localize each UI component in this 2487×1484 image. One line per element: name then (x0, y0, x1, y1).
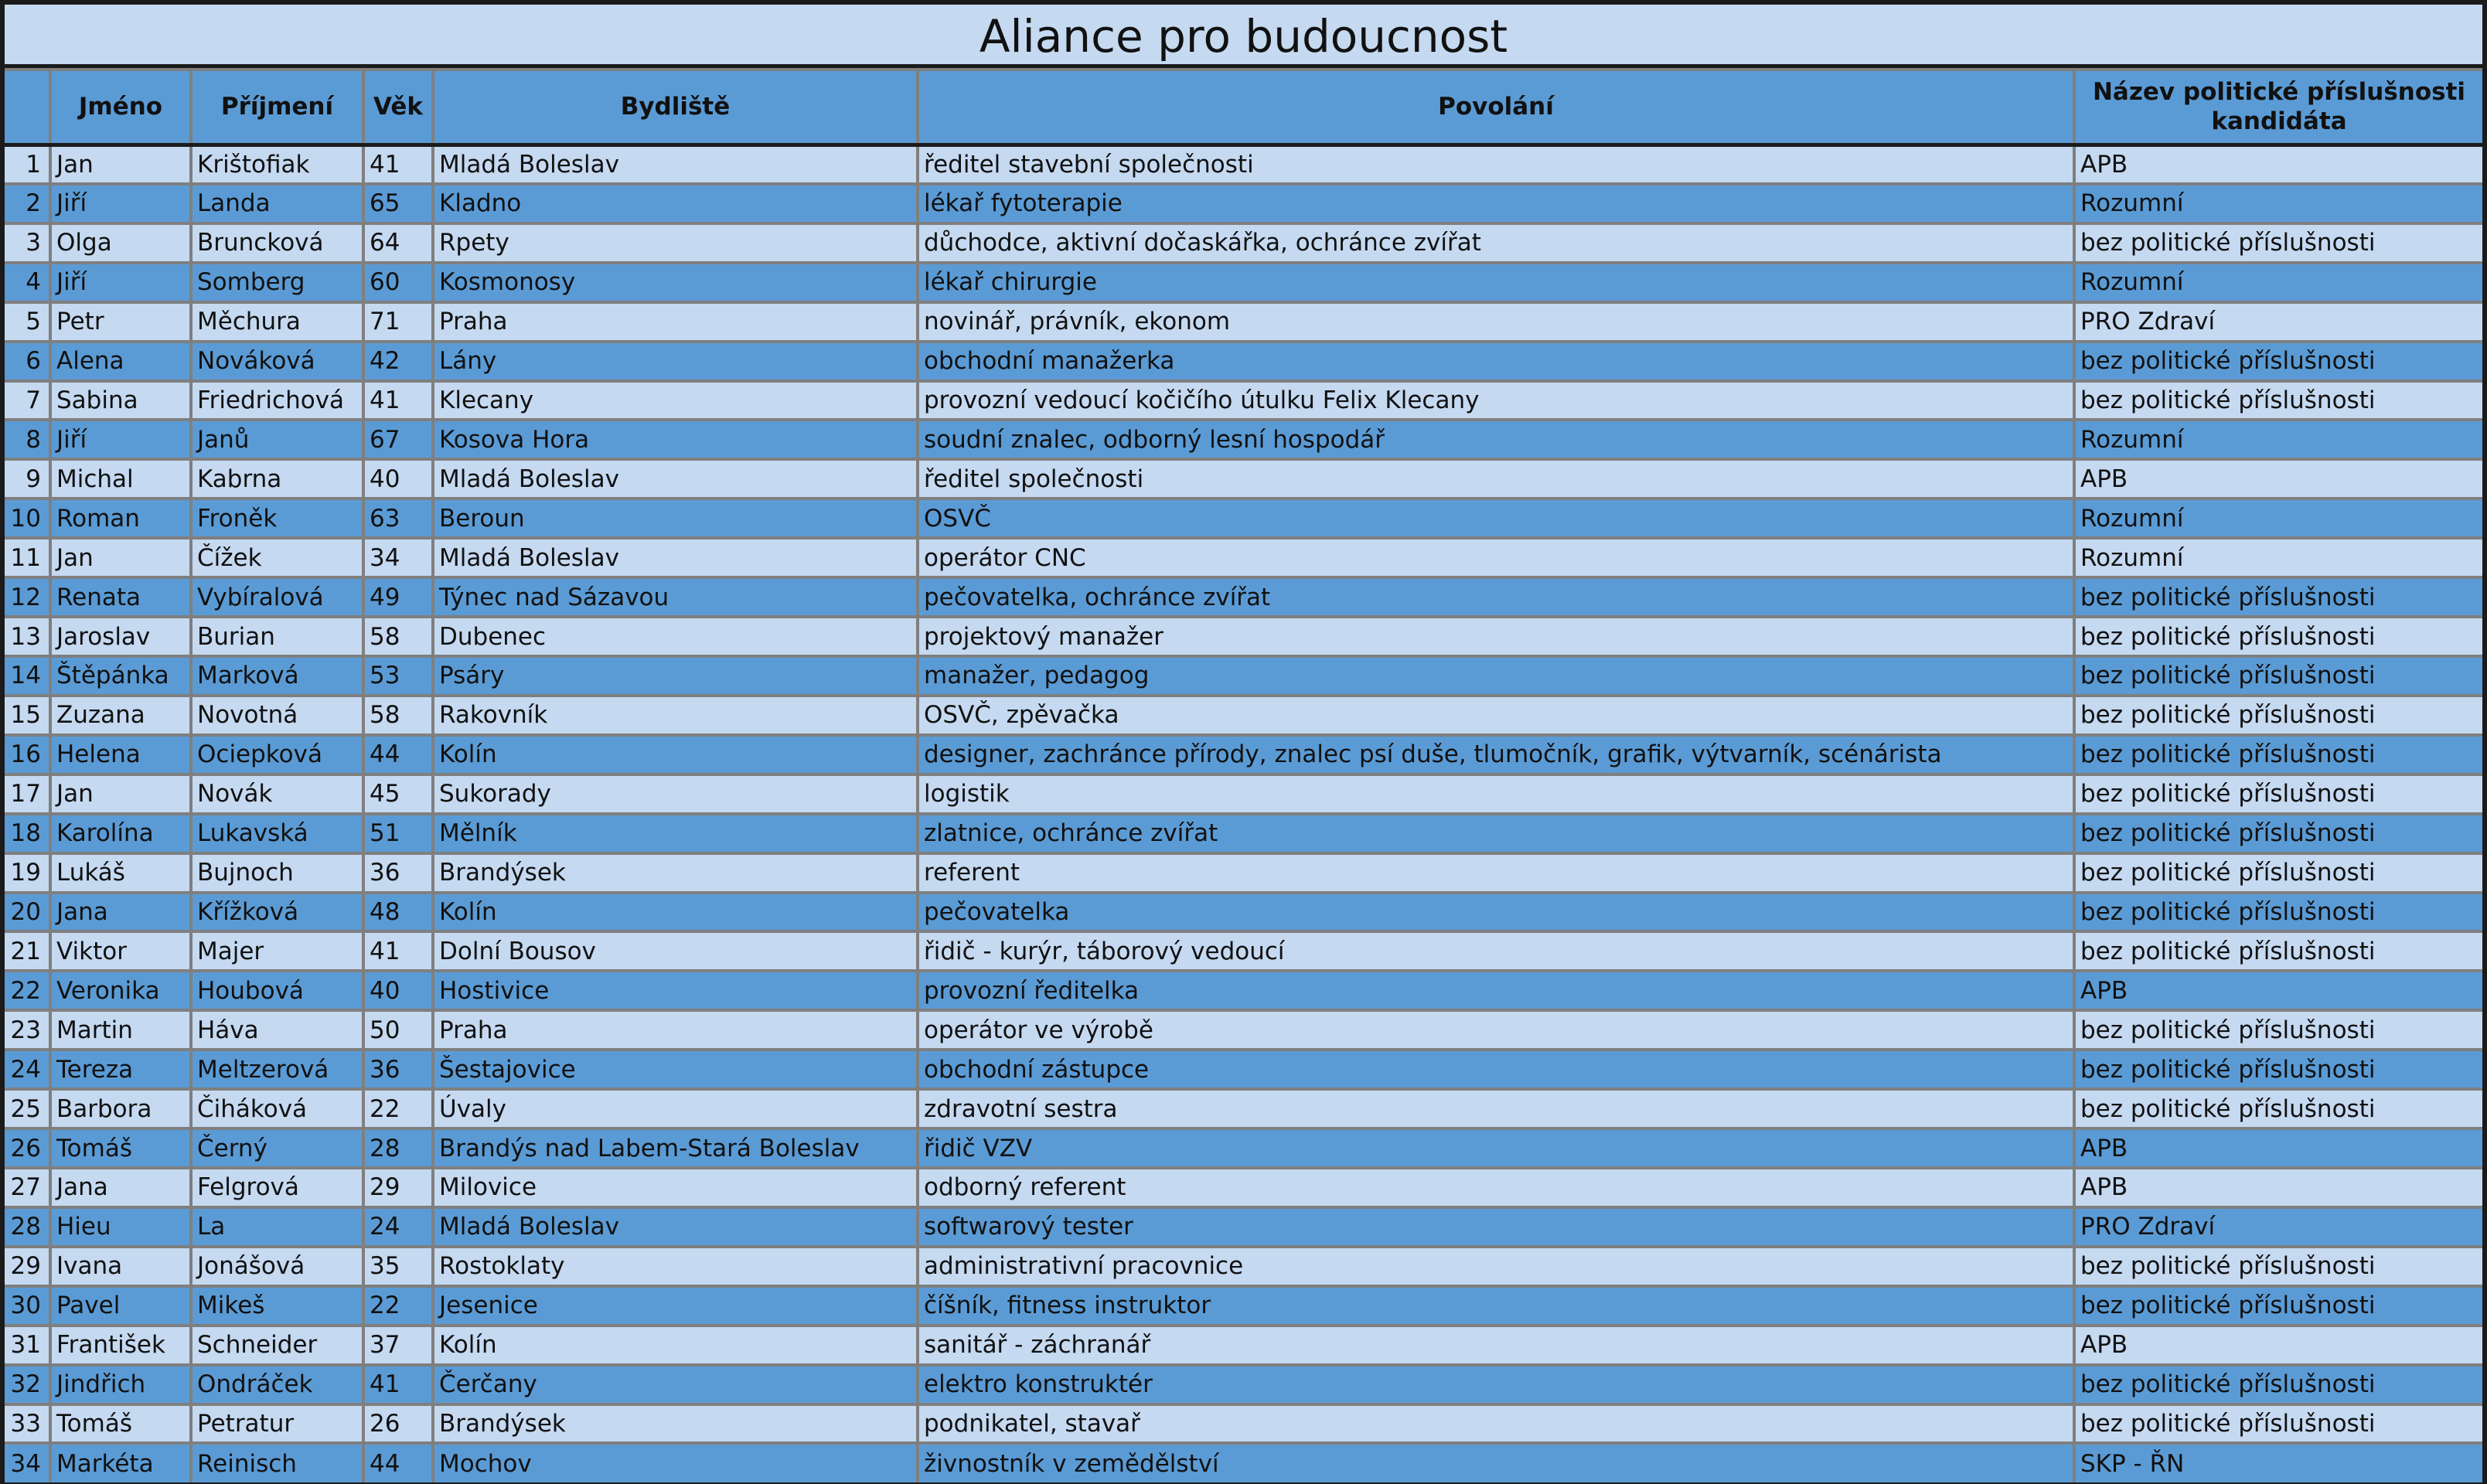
age-cell: 58 (363, 617, 433, 656)
first-name-cell: Jan (50, 774, 191, 814)
row-number: 23 (5, 1010, 50, 1050)
residence-cell: Kolín (433, 893, 918, 932)
last-name-cell: Landa (191, 184, 363, 223)
occupation-cell: designer, zachránce přírody, znalec psí duše, tlumočník, grafik, výtvarník, scénárista (918, 735, 2074, 774)
first-name-cell: Michal (50, 459, 191, 499)
residence-cell: Brandýsek (433, 1404, 918, 1444)
affiliation-cell: APB (2074, 1128, 2482, 1168)
first-name-cell: Ivana (50, 1247, 191, 1286)
residence-cell: Brandýs nad Labem-Stará Boleslav (433, 1128, 918, 1168)
first-name-cell: Jan (50, 145, 191, 184)
age-cell: 44 (363, 735, 433, 774)
first-name-cell: Jiří (50, 184, 191, 223)
residence-cell: Mladá Boleslav (433, 145, 918, 184)
last-name-cell: Novotná (191, 696, 363, 735)
first-name-cell: Zuzana (50, 696, 191, 735)
row-number: 6 (5, 342, 50, 381)
last-name-cell: Schneider (191, 1326, 363, 1365)
last-name-cell: Mikeš (191, 1286, 363, 1326)
table-row (5, 696, 2482, 735)
residence-cell: Jesenice (433, 1286, 918, 1326)
table-row (5, 1010, 2482, 1050)
last-name-cell: Friedrichová (191, 381, 363, 420)
occupation-cell: OSVČ (918, 499, 2074, 538)
affiliation-cell: PRO Zdraví (2074, 302, 2482, 342)
occupation-cell: odborný referent (918, 1168, 2074, 1207)
age-cell: 37 (363, 1326, 433, 1365)
last-name-cell: Burian (191, 617, 363, 656)
residence-cell: Kladno (433, 184, 918, 223)
last-name-cell: Ociepková (191, 735, 363, 774)
occupation-cell: důchodce, aktivní dočaskářka, ochránce zvířat (918, 223, 2074, 263)
header-occupation: Povolání (918, 70, 2074, 145)
last-name-cell: Houbová (191, 971, 363, 1010)
row-number: 22 (5, 971, 50, 1010)
table-row (5, 814, 2482, 853)
age-cell: 64 (363, 223, 433, 263)
last-name-cell: Lukavská (191, 814, 363, 853)
row-number: 26 (5, 1128, 50, 1168)
residence-cell: Kosova Hora (433, 420, 918, 459)
affiliation-cell: PRO Zdraví (2074, 1207, 2482, 1247)
residence-cell: Psáry (433, 656, 918, 696)
occupation-cell: zlatnice, ochránce zvířat (918, 814, 2074, 853)
header-index (5, 70, 50, 145)
affiliation-cell: bez politické příslušnosti (2074, 735, 2482, 774)
residence-cell: Mladá Boleslav (433, 538, 918, 577)
residence-cell: Dolní Bousov (433, 931, 918, 971)
last-name-cell: Felgrová (191, 1168, 363, 1207)
residence-cell: Klecany (433, 381, 918, 420)
occupation-cell: pečovatelka (918, 893, 2074, 932)
last-name-cell: Háva (191, 1010, 363, 1050)
first-name-cell: Karolína (50, 814, 191, 853)
last-name-cell: Nováková (191, 342, 363, 381)
last-name-cell: Křížková (191, 893, 363, 932)
last-name-cell: Marková (191, 656, 363, 696)
affiliation-cell: bez politické příslušnosti (2074, 814, 2482, 853)
occupation-cell: pečovatelka, ochránce zvířat (918, 577, 2074, 617)
first-name-cell: Olga (50, 223, 191, 263)
age-cell: 58 (363, 696, 433, 735)
occupation-cell: administrativní pracovnice (918, 1247, 2074, 1286)
affiliation-cell: bez politické příslušnosti (2074, 656, 2482, 696)
affiliation-cell: bez politické příslušnosti (2074, 1404, 2482, 1444)
affiliation-cell: Rozumní (2074, 499, 2482, 538)
first-name-cell: Pavel (50, 1286, 191, 1326)
age-cell: 26 (363, 1404, 433, 1444)
first-name-cell: Renata (50, 577, 191, 617)
first-name-cell: Tereza (50, 1050, 191, 1089)
last-name-cell: Jonášová (191, 1247, 363, 1286)
affiliation-cell: APB (2074, 1168, 2482, 1207)
table-row (5, 145, 2482, 184)
table-row (5, 263, 2482, 302)
age-cell: 65 (363, 184, 433, 223)
row-number: 13 (5, 617, 50, 656)
last-name-cell: Kabrna (191, 459, 363, 499)
residence-cell: Šestajovice (433, 1050, 918, 1089)
residence-cell: Mladá Boleslav (433, 459, 918, 499)
occupation-cell: obchodní manažerka (918, 342, 2074, 381)
affiliation-cell: bez politické příslušnosti (2074, 1050, 2482, 1089)
table-row (5, 774, 2482, 814)
residence-cell: Týnec nad Sázavou (433, 577, 918, 617)
affiliation-cell: bez politické příslušnosti (2074, 1089, 2482, 1128)
row-number: 34 (5, 1443, 50, 1482)
residence-cell: Kosmonosy (433, 263, 918, 302)
last-name-cell: La (191, 1207, 363, 1247)
first-name-cell: Martin (50, 1010, 191, 1050)
occupation-cell: řidič VZV (918, 1128, 2074, 1168)
affiliation-cell: bez politické příslušnosti (2074, 617, 2482, 656)
occupation-cell: elektro konstruktér (918, 1365, 2074, 1404)
last-name-cell: Janů (191, 420, 363, 459)
row-number: 1 (5, 145, 50, 184)
row-number: 29 (5, 1247, 50, 1286)
affiliation-cell: Rozumní (2074, 184, 2482, 223)
age-cell: 63 (363, 499, 433, 538)
last-name-cell: Černý (191, 1128, 363, 1168)
first-name-cell: Alena (50, 342, 191, 381)
age-cell: 29 (363, 1168, 433, 1207)
affiliation-cell: bez politické příslušnosti (2074, 1247, 2482, 1286)
age-cell: 41 (363, 931, 433, 971)
affiliation-cell: bez politické příslušnosti (2074, 853, 2482, 893)
sheet-title: Aliance pro budoucnost (5, 5, 2482, 68)
last-name-cell: Novák (191, 774, 363, 814)
row-number: 3 (5, 223, 50, 263)
row-number: 14 (5, 656, 50, 696)
occupation-cell: lékař fytoterapie (918, 184, 2074, 223)
last-name-cell: Bujnoch (191, 853, 363, 893)
affiliation-cell: bez politické příslušnosti (2074, 893, 2482, 932)
table-row (5, 420, 2482, 459)
residence-cell: Hostivice (433, 971, 918, 1010)
age-cell: 51 (363, 814, 433, 853)
age-cell: 50 (363, 1010, 433, 1050)
residence-cell: Brandýsek (433, 853, 918, 893)
first-name-cell: Jiří (50, 420, 191, 459)
row-number: 7 (5, 381, 50, 420)
table-row (5, 1207, 2482, 1247)
table-row (5, 1365, 2482, 1404)
table-row (5, 184, 2482, 223)
row-number: 11 (5, 538, 50, 577)
residence-cell: Milovice (433, 1168, 918, 1207)
occupation-cell: soudní znalec, odborný lesní hospodář (918, 420, 2074, 459)
age-cell: 67 (363, 420, 433, 459)
table-row (5, 577, 2482, 617)
table-row (5, 617, 2482, 656)
first-name-cell: Petr (50, 302, 191, 342)
residence-cell: Rostoklaty (433, 1247, 918, 1286)
residence-cell: Praha (433, 302, 918, 342)
residence-cell: Kolín (433, 735, 918, 774)
candidate-table (5, 68, 2482, 1482)
table-row (5, 381, 2482, 420)
affiliation-cell: bez politické příslušnosti (2074, 696, 2482, 735)
first-name-cell: Tomáš (50, 1404, 191, 1444)
last-name-cell: Vybíralová (191, 577, 363, 617)
affiliation-cell: bez politické příslušnosti (2074, 1010, 2482, 1050)
residence-cell: Beroun (433, 499, 918, 538)
occupation-cell: živnostník v zemědělství (918, 1443, 2074, 1482)
table-row (5, 853, 2482, 893)
occupation-cell: řidič - kurýr, táborový vedoucí (918, 931, 2074, 971)
row-number: 18 (5, 814, 50, 853)
header-last-name: Příjmení (191, 70, 363, 145)
table-row (5, 971, 2482, 1010)
residence-cell: Mochov (433, 1443, 918, 1482)
affiliation-cell: APB (2074, 459, 2482, 499)
age-cell: 36 (363, 1050, 433, 1089)
occupation-cell: operátor ve výrobě (918, 1010, 2074, 1050)
row-number: 32 (5, 1365, 50, 1404)
occupation-cell: ředitel stavební společnosti (918, 145, 2074, 184)
residence-cell: Sukorady (433, 774, 918, 814)
table-row (5, 893, 2482, 932)
row-number: 9 (5, 459, 50, 499)
row-number: 24 (5, 1050, 50, 1089)
table-row (5, 342, 2482, 381)
row-number: 19 (5, 853, 50, 893)
row-number: 31 (5, 1326, 50, 1365)
age-cell: 35 (363, 1247, 433, 1286)
table-row (5, 1247, 2482, 1286)
table-row (5, 1404, 2482, 1444)
occupation-cell: ředitel společnosti (918, 459, 2074, 499)
row-number: 8 (5, 420, 50, 459)
first-name-cell: Sabina (50, 381, 191, 420)
last-name-cell: Majer (191, 931, 363, 971)
row-number: 21 (5, 931, 50, 971)
header-row (5, 70, 2482, 145)
age-cell: 24 (363, 1207, 433, 1247)
first-name-cell: Jan (50, 538, 191, 577)
table-row (5, 538, 2482, 577)
row-number: 17 (5, 774, 50, 814)
age-cell: 41 (363, 381, 433, 420)
affiliation-cell: bez politické příslušnosti (2074, 381, 2482, 420)
header-political-affiliation: Název politické příslušnosti kandidáta (2074, 70, 2482, 145)
residence-cell: Čerčany (433, 1365, 918, 1404)
residence-cell: Rakovník (433, 696, 918, 735)
age-cell: 48 (363, 893, 433, 932)
affiliation-cell: bez politické příslušnosti (2074, 931, 2482, 971)
residence-cell: Mladá Boleslav (433, 1207, 918, 1247)
affiliation-cell: SKP - ŘN (2074, 1443, 2482, 1482)
residence-cell: Dubenec (433, 617, 918, 656)
table-header (5, 70, 2482, 145)
table-row (5, 302, 2482, 342)
age-cell: 53 (363, 656, 433, 696)
occupation-cell: provozní vedoucí kočičího útulku Felix Klecany (918, 381, 2074, 420)
row-number: 10 (5, 499, 50, 538)
first-name-cell: Veronika (50, 971, 191, 1010)
row-number: 33 (5, 1404, 50, 1444)
row-number: 15 (5, 696, 50, 735)
residence-cell: Rpety (433, 223, 918, 263)
first-name-cell: Barbora (50, 1089, 191, 1128)
occupation-cell: logistik (918, 774, 2074, 814)
age-cell: 22 (363, 1089, 433, 1128)
affiliation-cell: APB (2074, 145, 2482, 184)
residence-cell: Lány (433, 342, 918, 381)
residence-cell: Úvaly (433, 1089, 918, 1128)
table-row (5, 1089, 2482, 1128)
occupation-cell: obchodní zástupce (918, 1050, 2074, 1089)
first-name-cell: Helena (50, 735, 191, 774)
affiliation-cell: bez politické příslušnosti (2074, 342, 2482, 381)
occupation-cell: podnikatel, stavař (918, 1404, 2074, 1444)
row-number: 25 (5, 1089, 50, 1128)
age-cell: 34 (363, 538, 433, 577)
first-name-cell: Štěpánka (50, 656, 191, 696)
last-name-cell: Měchura (191, 302, 363, 342)
row-number: 5 (5, 302, 50, 342)
age-cell: 45 (363, 774, 433, 814)
table-row (5, 499, 2482, 538)
row-number: 28 (5, 1207, 50, 1247)
age-cell: 41 (363, 145, 433, 184)
last-name-cell: Ondráček (191, 1365, 363, 1404)
occupation-cell: zdravotní sestra (918, 1089, 2074, 1128)
last-name-cell: Meltzerová (191, 1050, 363, 1089)
occupation-cell: sanitář - záchranář (918, 1326, 2074, 1365)
first-name-cell: Roman (50, 499, 191, 538)
residence-cell: Praha (433, 1010, 918, 1050)
age-cell: 28 (363, 1128, 433, 1168)
first-name-cell: František (50, 1326, 191, 1365)
residence-cell: Mělník (433, 814, 918, 853)
occupation-cell: číšník, fitness instruktor (918, 1286, 2074, 1326)
affiliation-cell: Rozumní (2074, 263, 2482, 302)
table-row (5, 459, 2482, 499)
header-residence: Bydliště (433, 70, 918, 145)
last-name-cell: Somberg (191, 263, 363, 302)
table-row (5, 931, 2482, 971)
row-number: 30 (5, 1286, 50, 1326)
row-number: 20 (5, 893, 50, 932)
occupation-cell: projektový manažer (918, 617, 2074, 656)
affiliation-cell: APB (2074, 971, 2482, 1010)
row-number: 27 (5, 1168, 50, 1207)
table-row (5, 1050, 2482, 1089)
affiliation-cell: Rozumní (2074, 420, 2482, 459)
affiliation-cell: bez politické příslušnosti (2074, 223, 2482, 263)
affiliation-cell: APB (2074, 1326, 2482, 1365)
table-row (5, 735, 2482, 774)
occupation-cell: OSVČ, zpěvačka (918, 696, 2074, 735)
age-cell: 71 (363, 302, 433, 342)
occupation-cell: novinář, právník, ekonom (918, 302, 2074, 342)
header-age: Věk (363, 70, 433, 145)
occupation-cell: referent (918, 853, 2074, 893)
row-number: 16 (5, 735, 50, 774)
table-row (5, 1286, 2482, 1326)
first-name-cell: Jaroslav (50, 617, 191, 656)
row-number: 2 (5, 184, 50, 223)
first-name-cell: Tomáš (50, 1128, 191, 1168)
last-name-cell: Petratur (191, 1404, 363, 1444)
table-row (5, 1128, 2482, 1168)
row-number: 4 (5, 263, 50, 302)
last-name-cell: Čížek (191, 538, 363, 577)
table-row (5, 1326, 2482, 1365)
first-name-cell: Viktor (50, 931, 191, 971)
occupation-cell: softwarový tester (918, 1207, 2074, 1247)
age-cell: 49 (363, 577, 433, 617)
table-row (5, 223, 2482, 263)
first-name-cell: Jana (50, 893, 191, 932)
affiliation-cell: bez politické příslušnosti (2074, 1365, 2482, 1404)
first-name-cell: Jindřich (50, 1365, 191, 1404)
affiliation-cell: bez politické příslušnosti (2074, 577, 2482, 617)
last-name-cell: Bruncková (191, 223, 363, 263)
last-name-cell: Reinisch (191, 1443, 363, 1482)
affiliation-cell: bez politické příslušnosti (2074, 1286, 2482, 1326)
affiliation-cell: bez politické příslušnosti (2074, 774, 2482, 814)
age-cell: 40 (363, 971, 433, 1010)
first-name-cell: Markéta (50, 1443, 191, 1482)
age-cell: 40 (363, 459, 433, 499)
last-name-cell: Čiháková (191, 1089, 363, 1128)
affiliation-cell: Rozumní (2074, 538, 2482, 577)
table-body (5, 145, 2482, 1482)
table-row (5, 656, 2482, 696)
age-cell: 44 (363, 1443, 433, 1482)
first-name-cell: Jana (50, 1168, 191, 1207)
occupation-cell: manažer, pedagog (918, 656, 2074, 696)
row-number: 12 (5, 577, 50, 617)
last-name-cell: Krištofiak (191, 145, 363, 184)
age-cell: 42 (363, 342, 433, 381)
first-name-cell: Jiří (50, 263, 191, 302)
last-name-cell: Froněk (191, 499, 363, 538)
header-first-name: Jméno (50, 70, 191, 145)
age-cell: 41 (363, 1365, 433, 1404)
table-row (5, 1168, 2482, 1207)
occupation-cell: operátor CNC (918, 538, 2074, 577)
table-row (5, 1443, 2482, 1482)
occupation-cell: lékař chirurgie (918, 263, 2074, 302)
occupation-cell: provozní ředitelka (918, 971, 2074, 1010)
age-cell: 60 (363, 263, 433, 302)
first-name-cell: Hieu (50, 1207, 191, 1247)
residence-cell: Kolín (433, 1326, 918, 1365)
first-name-cell: Lukáš (50, 853, 191, 893)
age-cell: 22 (363, 1286, 433, 1326)
age-cell: 36 (363, 853, 433, 893)
